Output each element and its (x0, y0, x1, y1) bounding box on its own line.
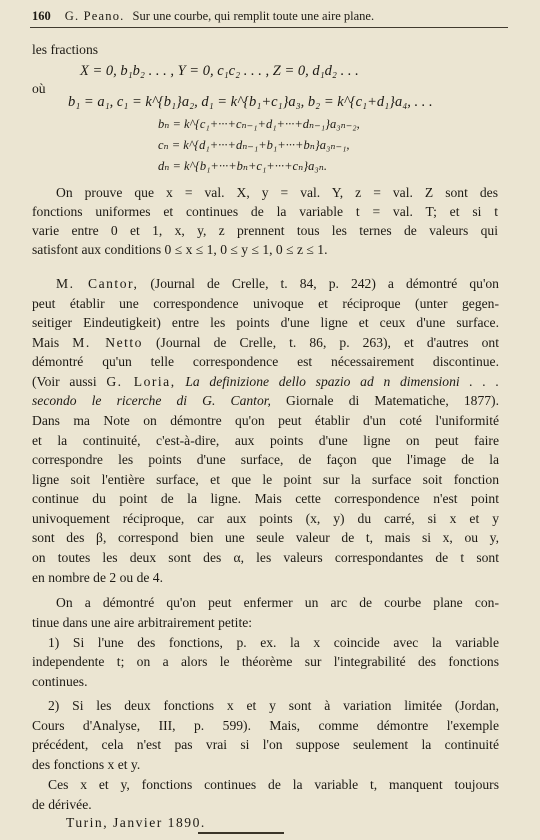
text-span: (Voir aussi (32, 374, 107, 389)
end-rule (198, 832, 284, 834)
text-line: tinue dans une aire arbitrairement petite: (32, 615, 253, 630)
formula-line: dₙ = k^{b₁+···+bₙ+c₁+···+cₙ}a₃ₙ. (158, 159, 327, 173)
text-line: continue du point de la ligne. Mais cette correspondence n'est point (32, 491, 499, 506)
text-span: secondo le ricerche di G. Cantor, (32, 393, 271, 408)
text-line: de dérivée. (32, 797, 92, 812)
text-line: Dans ma Note on démontre qu'on peut établir d'un coté l'uniformité (32, 413, 499, 428)
article-title: Sur une courbe, qui remplit toute une aire plane. (132, 9, 375, 23)
author-name: M. Cantor, (56, 276, 139, 291)
text-line: 2) Si les deux fonctions x et y sont à variation limitée (Jordan, (48, 698, 499, 713)
text-line: les fractions (32, 42, 99, 57)
text-line: correspondre les points d'une surface, de façon que l'image de la (32, 452, 499, 467)
text-line: fonctions uniformes et continues de la variable t = val. T; et si t (32, 204, 498, 219)
text-line: peut établir une correspondence univoque et réciproque (unter gegen- (32, 296, 499, 311)
text-line: en nombre de 2 ou de 4. (32, 570, 163, 585)
formula-line: bₙ = k^{c₁+···+cₙ₋₁+d₁+···+dₙ₋₁}a₃ₙ₋₂, (158, 117, 360, 131)
text-span: Giornale di Matematiche, 1877). (270, 393, 499, 408)
text-line: On a démontré qu'on peut enfermer un arc de courbe plane con- (56, 595, 499, 610)
text-line: ligne soit l'entière surface, et que le point sur la surface soit fonction (32, 472, 499, 487)
author-name: G. Loria, (106, 374, 176, 389)
text-line: des fonctions x et y. (32, 757, 141, 772)
text-line: Cours d'Analyse, III, p. 599). Mais, comme démontre l'exemple (32, 718, 499, 733)
running-header (32, 9, 532, 24)
formula-line: X = 0, b₁b₂ . . . , Y = 0, c₁c₂ . . . , Z = 0, d₁d₂ . . . (80, 63, 359, 79)
author-name: G. Peano. (64, 9, 125, 23)
text-line: et la continuité, c'est-à-dire, aux points d'une ligne on peut faire (32, 433, 499, 448)
text-span: (Journal de Crelle, t. 84, p. 242) a démontré qu'on (138, 276, 499, 291)
text-span: (Journal de Crelle, t. 86, p. 263), et d'autres ont (142, 335, 499, 350)
author-name: M. Netto (72, 335, 143, 350)
text-line: seitiger Eindeutigkeit) entre les points d'une ligne et ceux d'une surface. (32, 315, 499, 330)
text-line: 1) Si l'une des fonctions, p. ex. la x coincide avec la variable (48, 635, 499, 650)
text-line: démontré qu'un telle correspondence est nécessairement discontinue. (32, 354, 499, 369)
text-line: varie entre 0 et 1, x, y, z prennent tous les ternes de valeurs qui (32, 223, 498, 238)
text-line: univoquement réciproque, car aux points (x, y) du carré, si x et y (32, 511, 499, 526)
text-line (56, 275, 499, 292)
formula-line: b₁ = a₁, c₁ = k^{b₁}a₂, d₁ = k^{b₁+c₁}a₃, b₂ = k^{c₁+d₁}a₄, . . . (68, 94, 433, 110)
text-line (32, 373, 499, 390)
page-number: 160 (32, 9, 51, 23)
text-line: où (32, 81, 46, 96)
formula-line: cₙ = k^{d₁+···+dₙ₋₁+b₁+···+bₙ}a₃ₙ₋₁, (158, 138, 350, 152)
text-line: sont des β, correspond bien une seule valeur de t, mais si x, ou y, (32, 530, 499, 545)
text-line: Ces x et y, fonctions continues de la variable t, manquent toujours (48, 777, 499, 792)
text-line (32, 392, 499, 409)
signoff: Turin, Janvier 1890. (66, 815, 206, 830)
text-line: independente t; on a alors le théorème sur l'integrabilité des fonctions (32, 654, 499, 669)
text-line: continues. (32, 674, 88, 689)
header-rule (30, 27, 508, 28)
text-line: on toutes les deux sont des α, les valeurs correspondantes de t sont (32, 550, 499, 565)
text-span: La definizione dello spazio ad n dimensioni . . . (175, 374, 499, 389)
text-line (32, 334, 499, 351)
text-line: On prouve que x = val. X, y = val. Y, z = val. Z sont des (56, 185, 498, 200)
text-line: précédent, cela n'est pas vrai si l'on suppose seulement la continuité (32, 737, 499, 752)
text-span: Mais (32, 335, 73, 350)
text-line: satisfont aux conditions 0 ≤ x ≤ 1, 0 ≤ y ≤ 1, 0 ≤ z ≤ 1. (32, 242, 328, 257)
